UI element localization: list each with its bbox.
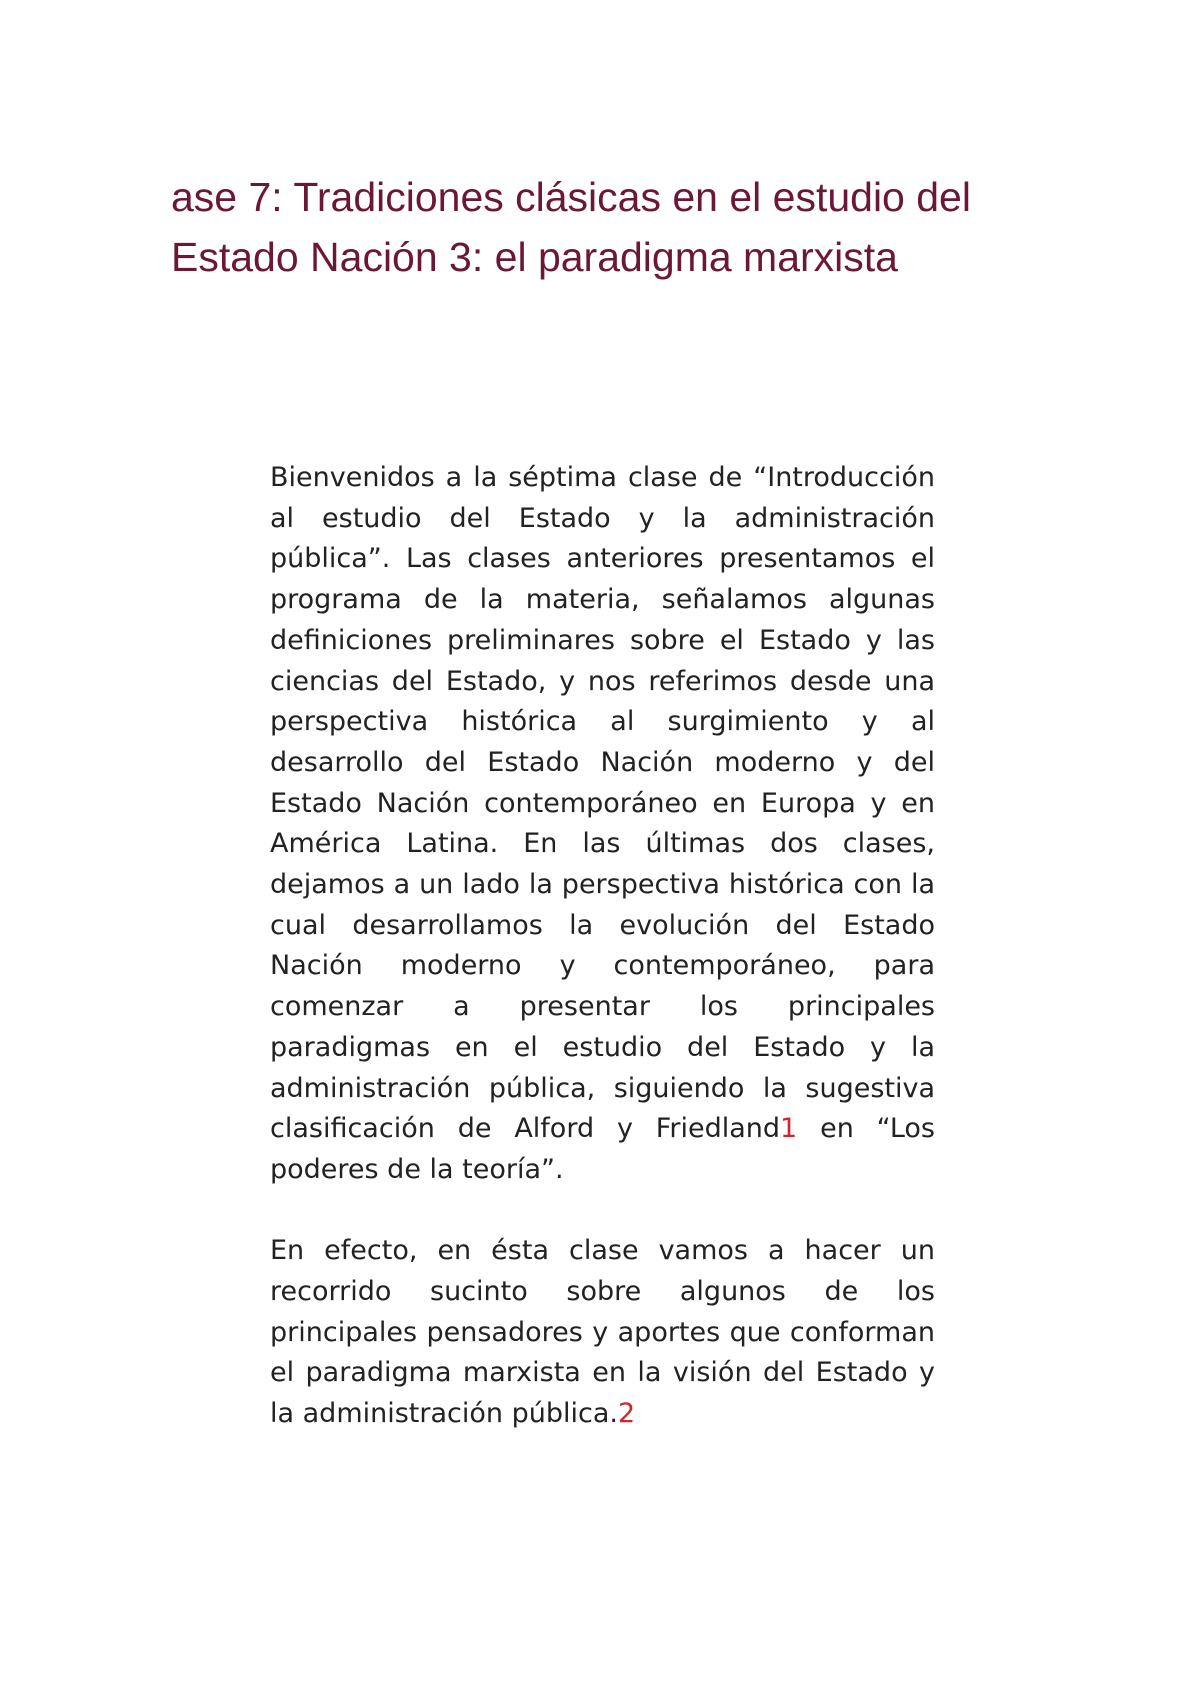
- page-title: ase 7: Tradiciones clásicas en el estudio del Estado Nación 3: el paradigma marxista: [171, 174, 971, 280]
- footnote-reference[interactable]: 2: [617, 1398, 636, 1430]
- paragraph-effect: [270, 1231, 935, 1435]
- paragraph-text: En efecto, en ésta clase vamos a hacer un recorrido sucinto sobre algunos de los principales pensadores y aportes que conforman el paradigma marxista en la visión del Estado y la administración pública.: [270, 1235, 935, 1430]
- paragraph-intro: [270, 458, 935, 1191]
- body-text: [270, 458, 935, 1435]
- footnote-reference[interactable]: 1: [780, 1113, 798, 1145]
- paragraph-text: Bienvenidos a la séptima clase de “Introducción al estudio del Estado y la administración pública”. Las clases anteriores presentamos el programa de la materia, señalamos algunas definiciones preliminares sobre el Estado y las ciencias del Estado, y nos referimos desde una perspectiva histórica al surgimiento y al desarrollo del Estado Nación moderno y del Estado Nación contemporáneo en Europa y en América Latina. En las últimas dos clases, dejamos a un lado la perspectiva histórica con la cual desarrollamos la evolución del Estado Nación moderno y contemporáneo, para comenzar a presentar los principales paradigmas en el estudio del Estado y la administración pública, siguiendo la sugestiva clasificación de Alford y Friedland: [270, 462, 935, 1145]
- paragraph-tail: en “Los poderes de la teoría”.: [270, 1113, 935, 1185]
